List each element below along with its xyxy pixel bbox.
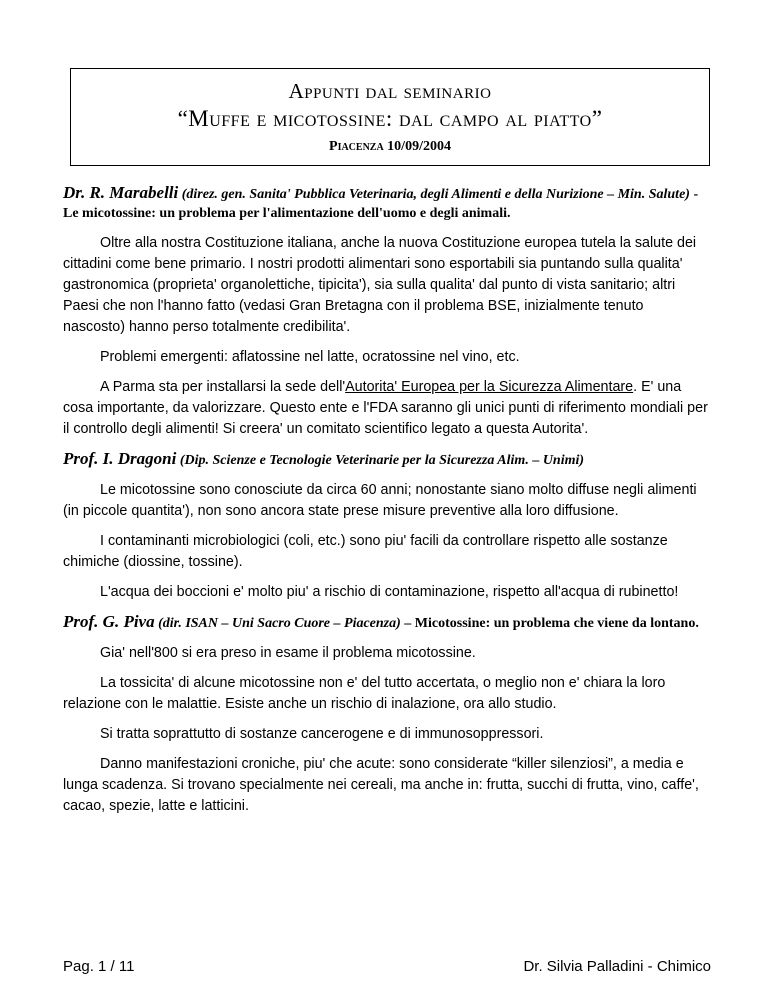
seminar-title: “Muffe e micotossine: dal campo al piatto” [177, 106, 603, 131]
paragraph: Si tratta soprattutto di sostanze cancerogene e di immunosoppressori. [100, 726, 544, 742]
paragraph: La tossicita' di alcune micotossine non e' del tutto accertata, o meglio non e' chiara la loro relazione con le malattie. Esiste anche un rischio di inalazione, ora allo studio. [63, 675, 666, 712]
paragraph: Gia' nell'800 si era preso in esame il problema micotossine. [100, 645, 476, 661]
paragraph: Danno manifestazioni croniche, piu' che acute: sono considerate “killer silenziosi”, a media e lunga scadenza. Si trovano specialmente nei cereali, ma anche in: frutta, succhi di frutta, vino, caffe', cacao, spezie, latte e latticini. [63, 756, 699, 814]
paragraph: I contaminanti microbiologici (coli, etc.) sono piu' facili da controllare rispetto alle sostanze chimiche (diossine, tossine). [63, 533, 668, 570]
speaker-affiliation: (dir. ISAN – Uni Sacro Cuore – Piacenza) [158, 616, 401, 631]
speaker-name: Prof. G. Piva [63, 612, 155, 631]
paragraph-text: A Parma sta per installarsi la sede dell' [100, 379, 346, 395]
seminar-place-date: Piacenza 10/09/2004 [329, 139, 451, 154]
paragraph: Le micotossine sono conosciute da circa 60 anni; nonostante siano molto diffuse negli alimenti (in piccole quantita'), non sono ancora state prese misure preventive alla loro diffusione. [63, 482, 697, 519]
efsa-link[interactable]: Autorita' Europea per la Sicurezza Alimentare [345, 379, 634, 395]
paragraph: Oltre alla nostra Costituzione italiana, anche la nuova Costituzione europea tutela la salute dei cittadini come bene primario. I nostri prodotti alimentari sono esportabili sia puntando sulla qualita' gastronomica (proprieta' organolettiche, tipicita'), sia sulla qualita' dal punto di vista sanitario; altri Paesi che non l'hanno fatto (vedasi Gran Bretagna con il problema BSE, inizialmente tenuto nascosto) hanno perso totalmente credibilita'. [63, 235, 697, 335]
paragraph [63, 377, 711, 440]
speaker-name: Dr. R. Marabelli [63, 183, 179, 202]
talk-title: - Le micotossine: un problema per l'alimentazione dell'uomo e degli animali. [63, 187, 699, 221]
talk-title: – Micotossine: un problema che viene da lontano. [400, 616, 699, 631]
footer-author: Dr. Silvia Palladini - Chimico [523, 958, 711, 975]
speaker-heading-dragoni [63, 449, 711, 470]
seminar-heading: Appunti dal seminario [288, 79, 492, 103]
speaker-affiliation: (Dip. Scienze e Tecnologie Veterinarie per la Sicurezza Alim. – Unimi) [179, 453, 585, 468]
paragraph: Problemi emergenti: aflatossine nel latte, ocratossine nel vino, etc. [100, 349, 520, 365]
paragraph: L'acqua dei boccioni e' molto piu' a rischio di contaminazione, rispetto all'acqua di rubinetto! [100, 584, 679, 600]
speaker-heading-marabelli [63, 183, 711, 223]
paragraph-text: . E' una cosa importante, da valorizzare. Questo ente e l'FDA saranno gli unici punti di riferimento mondiali per il controllo degli alimenti! Si creera' un comitato scientifico legato a questa Autorita'. [63, 379, 708, 437]
speaker-name: Prof. I. Dragoni [63, 449, 177, 468]
title-box [70, 68, 710, 166]
notes-content [63, 183, 711, 826]
speaker-heading-piva [63, 612, 711, 633]
speaker-affiliation: (direz. gen. Sanita' Pubblica Veterinaria, degli Alimenti e della Nurizione – Min. Salute) [181, 187, 690, 202]
page-number: Pag. 1 / 11 [63, 958, 135, 975]
